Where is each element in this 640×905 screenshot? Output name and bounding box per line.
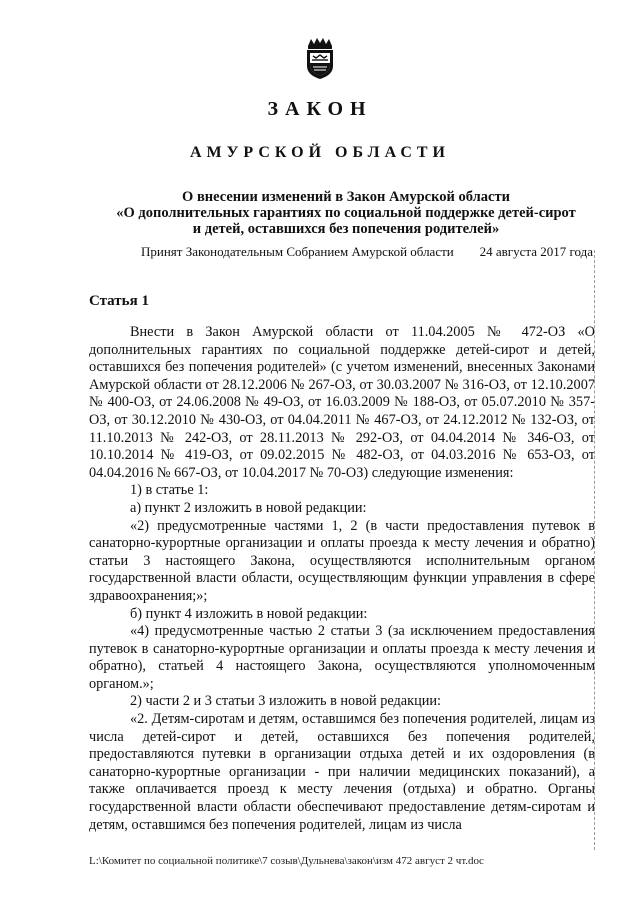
paragraph: Внести в Закон Амурской области от 11.04.2005 № 472-ОЗ «О дополнительных гарантиях по социальной поддержке детей-сирот и детей, оставшихся без попечения родителей» (с учетом изменений, внесенных Законами Амурской области от 28.12.2006 № 267-ОЗ, от 30.03.2007 № 316-ОЗ, от 12.10.2007 № 400-ОЗ, от 24.06.2008 № 49-ОЗ, от 16.03.2009 № 188-ОЗ, от 05.07.2010 № 357-ОЗ, от 30.12.2010 № 430-ОЗ, от 04.04.2011 № 467-ОЗ, от 24.12.2012 № 132-ОЗ, от 11.10.2013 № 242-ОЗ, от 28.11.2013 № 292-ОЗ, от 04.04.2014 № 346-ОЗ, от 10.10.2014 № 419-ОЗ, от 09.02.2015 № 482-ОЗ, от 04.03.2016 № 653-ОЗ, от 04.04.2016 № 667-ОЗ, от 10.04.2017 № 70-ОЗ) следующие изменения: [89,324,595,481]
subject-line: и детей, оставшихся без попечения родителей» [192,221,500,237]
subject-line: О внесении изменений в Закон Амурской области [182,189,510,205]
region-title: АМУРСКОЙ ОБЛАСТИ [190,144,450,161]
paragraph: «2. Детям-сиротам и детям, оставшимся без попечения родителей, лицам из числа детей-сирот и детей, оставшихся без попечения родителей, предоставляются путевки в организации отдыха детей и их оздоровления (в санаторно-курортные организации - при наличии медицинских показаний), а также оплачивается проезд к месту лечения (отдыха) и обратно. Органы государственной власти области обеспечивают предоставление детям-сиротам и детям, оставшимся без попечения родителей, лицам из числа [89,711,595,833]
document-type-title: ЗАКОН [267,98,373,120]
paragraph: «4) предусмотренные частью 2 статьи 3 (за исключением предоставления путевок в санаторно-курортные организации и оплаты проезда к месту лечения и обратно), статьей 4 настоящего Закона, осуществляются уполномоченным органом.»; [89,623,595,692]
paragraph: а) пункт 2 изложить в новой редакции: [130,499,367,516]
paragraph: 1) в статье 1: [130,482,209,499]
paragraph: «2) предусмотренные частями 1, 2 (в части предоставления путевок в санаторно-курортные организации и оплаты проезда к месту лечения и обратно) статьи 3 настоящего Закона, осуществляются исполнительным органом государственной власти области, осуществляющим функции управления в сфере здравоохранения;»; [89,517,595,604]
scan-margin-line [594,250,595,850]
file-path-footer: L:\Комитет по социальной политике\7 созыв\Дульнева\закон\изм 472 август 2 чт.doc [89,855,484,867]
article-body [89,324,595,834]
adopted-by: Принят Законодательным Собранием Амурской области [141,244,454,259]
adopted-date: 24 августа 2017 года [479,244,593,259]
law-subject-title [98,189,594,237]
subject-line: «О дополнительных гарантиях по социальной поддержке детей-сирот [116,205,576,221]
article-heading: Статья 1 [89,293,149,309]
adoption-line [141,244,593,260]
amur-oblast-coat-of-arms-icon [303,36,337,80]
paragraph: б) пункт 4 изложить в новой редакции: [130,605,368,622]
paragraph: 2) части 2 и 3 статьи 3 изложить в новой редакции: [130,693,442,710]
